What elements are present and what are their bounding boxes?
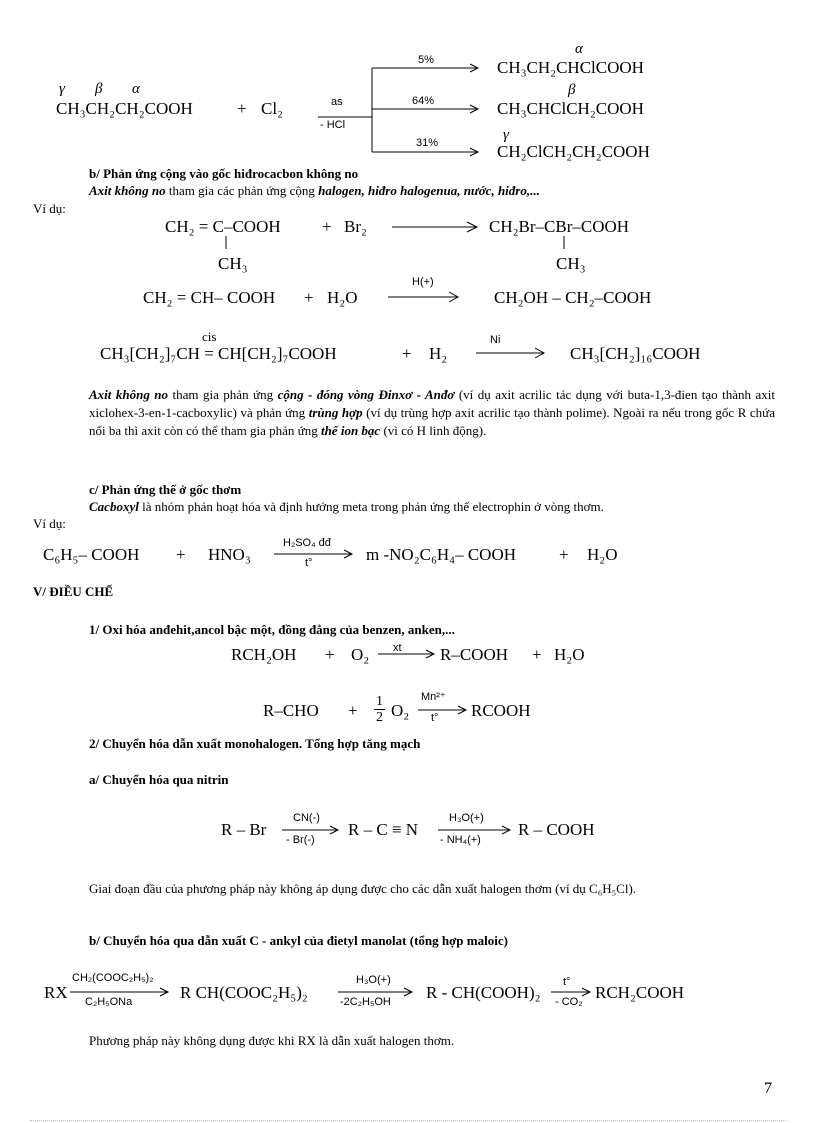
eq3-reactant: CH₃[CH₂]₇CH = CH[CH₂]₇COOH [100, 344, 337, 363]
condition-light: as [331, 96, 343, 108]
eq1-methyl-right: CH₃ [556, 254, 586, 273]
para-term-2: cộng - đóng vòng Đinxơ - Anđơ [277, 387, 455, 402]
eq3-hydrogen: H₂ [429, 344, 448, 363]
eq2-plus: + [304, 288, 314, 307]
para-term-4: thế ion bạc [320, 423, 381, 438]
decarboxylation-temp: t° [563, 976, 571, 988]
carboxyl-term: Cacboxyl [89, 499, 139, 514]
malonic-halide: RX [44, 983, 68, 1002]
product-alpha: CH₃CH₂CHClCOOH [497, 58, 644, 77]
malonic-product: RCH₂COOH [595, 983, 685, 1002]
intro-term: Axit không no [89, 183, 166, 198]
nitrile-note-text: Giai đoạn đầu của phương pháp này không áp dụng được cho các dẫn xuất halogen thơm (ví dụ C₆H₅Cl). [89, 881, 637, 896]
eq2-reactant: CH₂ = CH– COOH [143, 288, 276, 307]
plus-sign: + [237, 99, 247, 118]
footer-divider [30, 1120, 786, 1121]
nitrile-note [89, 877, 775, 901]
section-b-heading: b/ Phản ứng cộng vào gốc hiđrocacbon không no [89, 166, 359, 181]
ox1-water: H₂O [554, 645, 585, 664]
ox2-temp: t° [431, 712, 439, 724]
malonic-diacid: R - CH(COOH)₂ [426, 983, 541, 1002]
para-term-1: Axit không no [89, 387, 169, 402]
eq2-product: CH₂OH – CH₂–COOH [494, 288, 652, 307]
decarboxylation-co2: - CO₂ [555, 996, 583, 1008]
gamma-label-product: γ [503, 127, 509, 143]
ox2-fraction [374, 694, 385, 725]
ox1-catalyst: xt [393, 642, 402, 654]
ox2-frac-den: 2 [376, 710, 383, 725]
ox2-plus: + [348, 701, 358, 720]
nitrile-byproduct: - Br(-) [286, 834, 315, 846]
alpha-label-product: α [575, 41, 583, 57]
eq1-methyl-left: CH₃ [218, 254, 248, 273]
para-text-2: (ví dụ axit acrilic tác dụng với buta-1,3-đien tạo thành axit xiclohex-3-en-1-cacboxylic) và phản ứng [89, 387, 775, 420]
ox1-plus: + [325, 645, 335, 664]
carboxyl-text: là nhóm phản hoạt hóa và định hướng meta trong phản ứng thế electrophin ở vòng thơm. [138, 499, 604, 514]
section-c-heading: c/ Phản ứng thế ở gốc thơm [89, 482, 242, 497]
alpha-label: α [132, 81, 140, 97]
eq1-plus: + [322, 217, 332, 236]
nitration-plus: + [176, 545, 186, 564]
ox2-frac-num: 1 [376, 694, 383, 709]
section-v-heading: V/ ĐIỀU CHẾ [33, 584, 114, 599]
product-gamma: CH₂ClCH₂CH₂COOH [497, 142, 650, 161]
product-beta: CH₃CHClCH₂COOH [497, 99, 644, 118]
nitrile-heading: a/ Chuyển hóa qua nitrin [89, 772, 229, 787]
malonic-heading: b/ Chuyển hóa qua dẫn xuất C - ankyl của đietyl manolat (tổng hợp maloic) [89, 933, 508, 948]
malonic-note: Phương pháp này không dụng được khi RX là dẫn xuất halogen thơm. [89, 1033, 455, 1048]
eq2-water: H₂O [327, 288, 358, 307]
ox2-oxygen: O₂ [391, 701, 410, 720]
nitration-product: m -NO₂C₆H₄– COOH [366, 545, 517, 564]
malonic-ethanol-loss: -2C₂H₅OH [340, 996, 391, 1008]
malonic-hydrolysis: H₃O(+) [356, 974, 391, 986]
eq2-catalyst: H(+) [412, 276, 434, 288]
chlorination-reactant: CH₃CH₂CH₂COOH [56, 99, 193, 118]
hydrolysis-reagent: H₃O(+) [449, 812, 484, 824]
gamma-label: γ [59, 81, 65, 97]
malonic-base: C₂H₅ONa [85, 996, 133, 1008]
nitric-acid: HNO₃ [208, 545, 251, 564]
nitrile-intermediate: R – C ≡ N [348, 820, 419, 839]
nitration-water: H₂O [587, 545, 618, 564]
nitration-plus-2: + [559, 545, 569, 564]
yield-gamma: 31% [416, 137, 439, 149]
yield-beta: 64% [412, 95, 435, 107]
hydrolysis-byproduct: - NH₄(+) [440, 834, 481, 846]
section-b-intro [89, 183, 540, 199]
malonic-alkylated: R CH(COOC₂H₅)₂ [180, 983, 308, 1002]
condition-hcl: - HCl [320, 119, 346, 131]
eq1-reactant: CH₂ = C–COOH [165, 217, 281, 236]
para-text-4: (vì có H linh động). [380, 423, 487, 438]
eq3-product: CH₃[CH₂]₁₆COOH [570, 344, 701, 363]
nitration-catalyst: H₂SO₄ đđ [283, 537, 331, 549]
beta-label-product: β [568, 82, 576, 98]
eq3-cis-label: cis [202, 329, 217, 344]
ox1-reactant: RCH₂OH [231, 645, 297, 664]
intro-reagents: halogen, hiđro halogenua, nước, hiđro,... [318, 183, 540, 198]
nitration-temp: t° [305, 557, 313, 569]
halide-heading: 2/ Chuyển hóa dẫn xuất monohalogen. Tổng hợp tăng mạch [89, 736, 421, 751]
yield-alpha: 5% [418, 54, 434, 66]
page-number: 7 [764, 1080, 772, 1097]
beta-label: β [95, 81, 103, 97]
nitrile-reactant: R – Br [221, 820, 267, 839]
nitrile-product: R – COOH [518, 820, 595, 839]
para-text-1: tham gia phản ứng [168, 387, 278, 402]
oxidation-heading: 1/ Oxi hóa anđehit,ancol bậc một, đồng đẳng của benzen, anken,... [89, 622, 455, 637]
nitrile-reagent: CN(-) [293, 812, 320, 824]
eq3-plus: + [402, 344, 412, 363]
ox1-product: R–COOH [440, 645, 509, 664]
example-label: Ví dụ: [33, 201, 66, 216]
diels-alder-paragraph [89, 386, 775, 440]
para-text-3: (ví dụ trùng hợp axit acrilic tạo thành polime). Ngoài ra nếu trong gốc R chứa nối ba thì axit còn có thể tham gia phản ứng [89, 405, 775, 438]
intro-text: tham gia các phản ứng cộng [165, 183, 319, 198]
ox2-reactant: R–CHO [263, 701, 319, 720]
example-label-c: Ví dụ: [33, 516, 66, 531]
chlorine: Cl₂ [261, 99, 283, 118]
ox2-product: RCOOH [471, 701, 531, 720]
eq1-bromine: Br₂ [344, 217, 367, 236]
eq3-catalyst: Ni [490, 334, 501, 346]
nitration-reactant: C₆H₅– COOH [43, 545, 140, 564]
ox1-plus-2: + [532, 645, 542, 664]
ox2-catalyst: Mn²⁺ [421, 691, 446, 703]
malonic-reagent: CH₂(COOC₂H₅)₂ [72, 972, 154, 984]
ox1-oxygen: O₂ [351, 645, 370, 664]
para-term-3: trùng hợp [308, 405, 363, 420]
eq1-product: CH₂Br–CBr–COOH [489, 217, 630, 236]
section-c-intro [89, 499, 604, 515]
